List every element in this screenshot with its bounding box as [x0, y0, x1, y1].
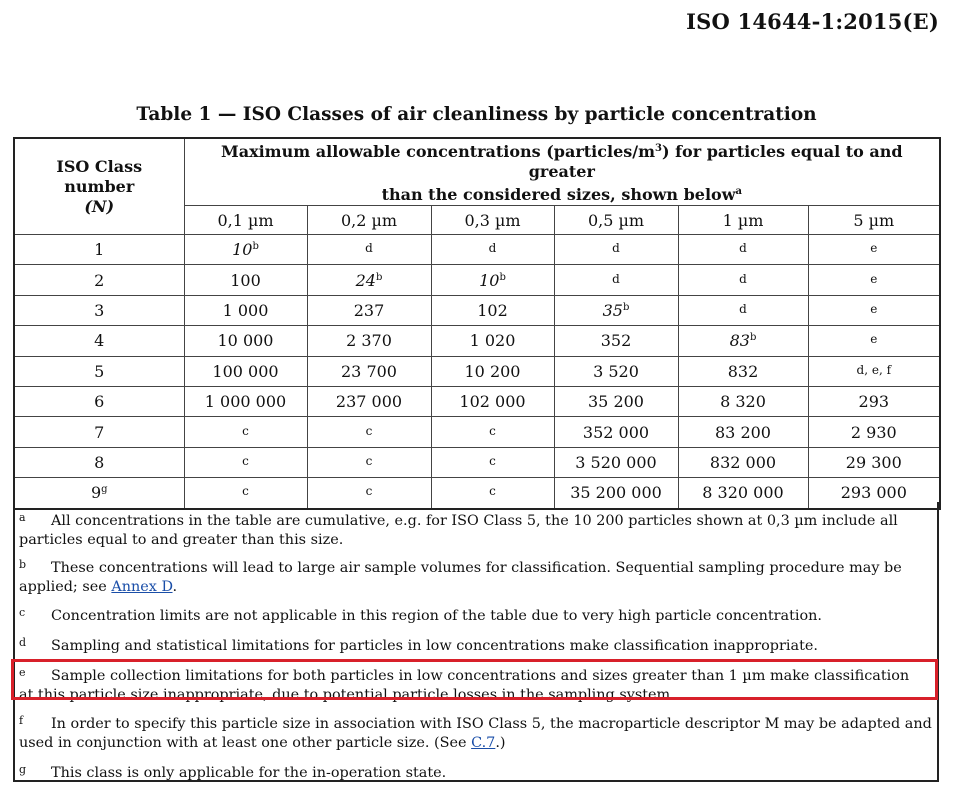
concentration-cell: 10$^b$ — [431, 265, 554, 295]
concentration-cell: 24$^b$ — [307, 265, 431, 295]
footnote-b: b These concentrations will lead to large air sample volumes for classification. Sequential sampling procedure may be applied; see Annex D. — [19, 558, 902, 595]
concentration-cell: c — [184, 478, 307, 509]
concentration-cell: d — [678, 295, 808, 325]
concentration-cell: c — [431, 447, 554, 477]
concentration-cell: 1 000 — [184, 295, 307, 325]
concentration-cell: 352 000 — [554, 417, 678, 447]
concentration-cell: e — [808, 265, 940, 295]
table-row — [14, 417, 940, 447]
class-number-cell: 5 — [14, 356, 184, 386]
concentration-cell: 35 200 — [554, 386, 678, 416]
size-header-cell: 0,2 µm — [307, 206, 431, 235]
iso-class-table — [13, 137, 941, 510]
concentration-cell: d — [554, 265, 678, 295]
concentration-cell: e — [808, 295, 940, 325]
footnote-g: g This class is only applicable for the in-operation state. — [19, 763, 447, 781]
size-header-cell: 0,3 µm — [431, 206, 554, 235]
class-header-label: ISO Class number — [56, 156, 143, 196]
table-row — [14, 235, 940, 265]
concentration-cell: 832 000 — [678, 447, 808, 477]
class-number-cell: 8 — [14, 447, 184, 477]
class-number-cell: 9$^g$ — [14, 478, 184, 509]
table-row — [14, 356, 940, 386]
concentration-cell: d, e, f — [808, 356, 940, 386]
concentration-cell: 1 000 000 — [184, 386, 307, 416]
concentration-cell: 832 — [678, 356, 808, 386]
size-header-cell: 5 µm — [808, 206, 940, 235]
table-row — [14, 295, 940, 325]
concentration-cell: d — [678, 235, 808, 265]
concentration-cell: 102 — [431, 295, 554, 325]
table-title: Table 1 — ISO Classes of air cleanliness by particle concentration — [136, 104, 817, 125]
concentration-cell: c — [431, 478, 554, 509]
concentration-cell: c — [184, 447, 307, 477]
concentration-cell: 10 000 — [184, 326, 307, 356]
concentration-cell: d — [307, 235, 431, 265]
concentration-cell: 83$^b$ — [678, 326, 808, 356]
concentration-cell: 352 — [554, 326, 678, 356]
concentration-cell: c — [307, 417, 431, 447]
concentration-cell: 29 300 — [808, 447, 940, 477]
concentration-cell: e — [808, 235, 940, 265]
size-header-cell: 0,1 µm — [184, 206, 307, 235]
max-concentration-header: Maximum allowable concentrations $(particles/m^3)$ for particles equal to and greater than the considered sizes, shown below$^a$ — [184, 138, 940, 206]
concentration-cell: d — [431, 235, 554, 265]
concentration-cell: 293 — [808, 386, 940, 416]
concentration-cell: c — [307, 447, 431, 477]
concentration-cell: 237 — [307, 295, 431, 325]
footnote-c: c Concentration limits are not applicable in this region of the table due to very high particle concentration. — [19, 606, 822, 624]
concentration-cell: 8 320 000 — [678, 478, 808, 509]
footnote-f: f In order to specify this particle size in association with ISO Class 5, the macroparticle descriptor M may be adapted and used in conjunction with at least one other particle size. (See C.7.) — [19, 714, 932, 751]
concentration-cell: 8 320 — [678, 386, 808, 416]
concentration-cell: d — [678, 265, 808, 295]
class-number-cell: 3 — [14, 295, 184, 325]
concentration-cell: 1 020 — [431, 326, 554, 356]
annex-d-link[interactable]: Annex D — [111, 579, 173, 595]
class-number-cell: 7 — [14, 417, 184, 447]
table-row — [14, 265, 940, 295]
class-column-header — [14, 138, 184, 235]
concentration-cell: d — [554, 235, 678, 265]
concentration-cell: 102 000 — [431, 386, 554, 416]
concentration-cell: 2 930 — [808, 417, 940, 447]
table-row — [14, 386, 940, 416]
concentration-cell: c — [431, 417, 554, 447]
class-number-cell: 1 — [14, 235, 184, 265]
class-number-cell: 2 — [14, 265, 184, 295]
concentration-cell: 237 000 — [307, 386, 431, 416]
table-row — [14, 447, 940, 477]
concentration-cell: 2 370 — [307, 326, 431, 356]
concentration-cell: e — [808, 326, 940, 356]
concentration-cell: 100 000 — [184, 356, 307, 386]
concentration-cell: 83 200 — [678, 417, 808, 447]
concentration-cell: 35 200 000 — [554, 478, 678, 509]
footnote-d: d Sampling and statistical limitations for particles in low concentrations make classification inappropriate. — [19, 636, 818, 654]
footnote-e: e Sample collection limitations for both particles in low concentrations and sizes greater than 1 µm make classification at this particle size inappropriate, due to potential particle losses in the sampling system. — [19, 666, 910, 703]
class-header-symbol: (N) — [84, 196, 115, 216]
concentration-cell: c — [307, 478, 431, 509]
concentration-cell: 100 — [184, 265, 307, 295]
concentration-cell: c — [184, 417, 307, 447]
class-number-cell: 6 — [14, 386, 184, 416]
concentration-cell: 10 200 — [431, 356, 554, 386]
concentration-cell: 3 520 000 — [554, 447, 678, 477]
concentration-cell: 10$^b$ — [184, 235, 307, 265]
size-header-cell: 1 µm — [678, 206, 808, 235]
class-number-cell: 4 — [14, 326, 184, 356]
highlight-box — [11, 659, 938, 700]
document-id: ISO 14644-1:2015(E) — [686, 9, 939, 34]
c7-link[interactable]: C.7 — [471, 735, 496, 751]
footnote-a: a All concentrations in the table are cumulative, e.g. for ISO Class 5, the 10 200 particles shown at 0,3 µm include all particles equal to and greater than this size. — [19, 511, 898, 548]
size-header-cell: 0,5 µm — [554, 206, 678, 235]
table-row — [14, 326, 940, 356]
concentration-cell: 293 000 — [808, 478, 940, 509]
concentration-cell: 3 520 — [554, 356, 678, 386]
concentration-cell: 35$^b$ — [554, 295, 678, 325]
concentration-cell: 23 700 — [307, 356, 431, 386]
